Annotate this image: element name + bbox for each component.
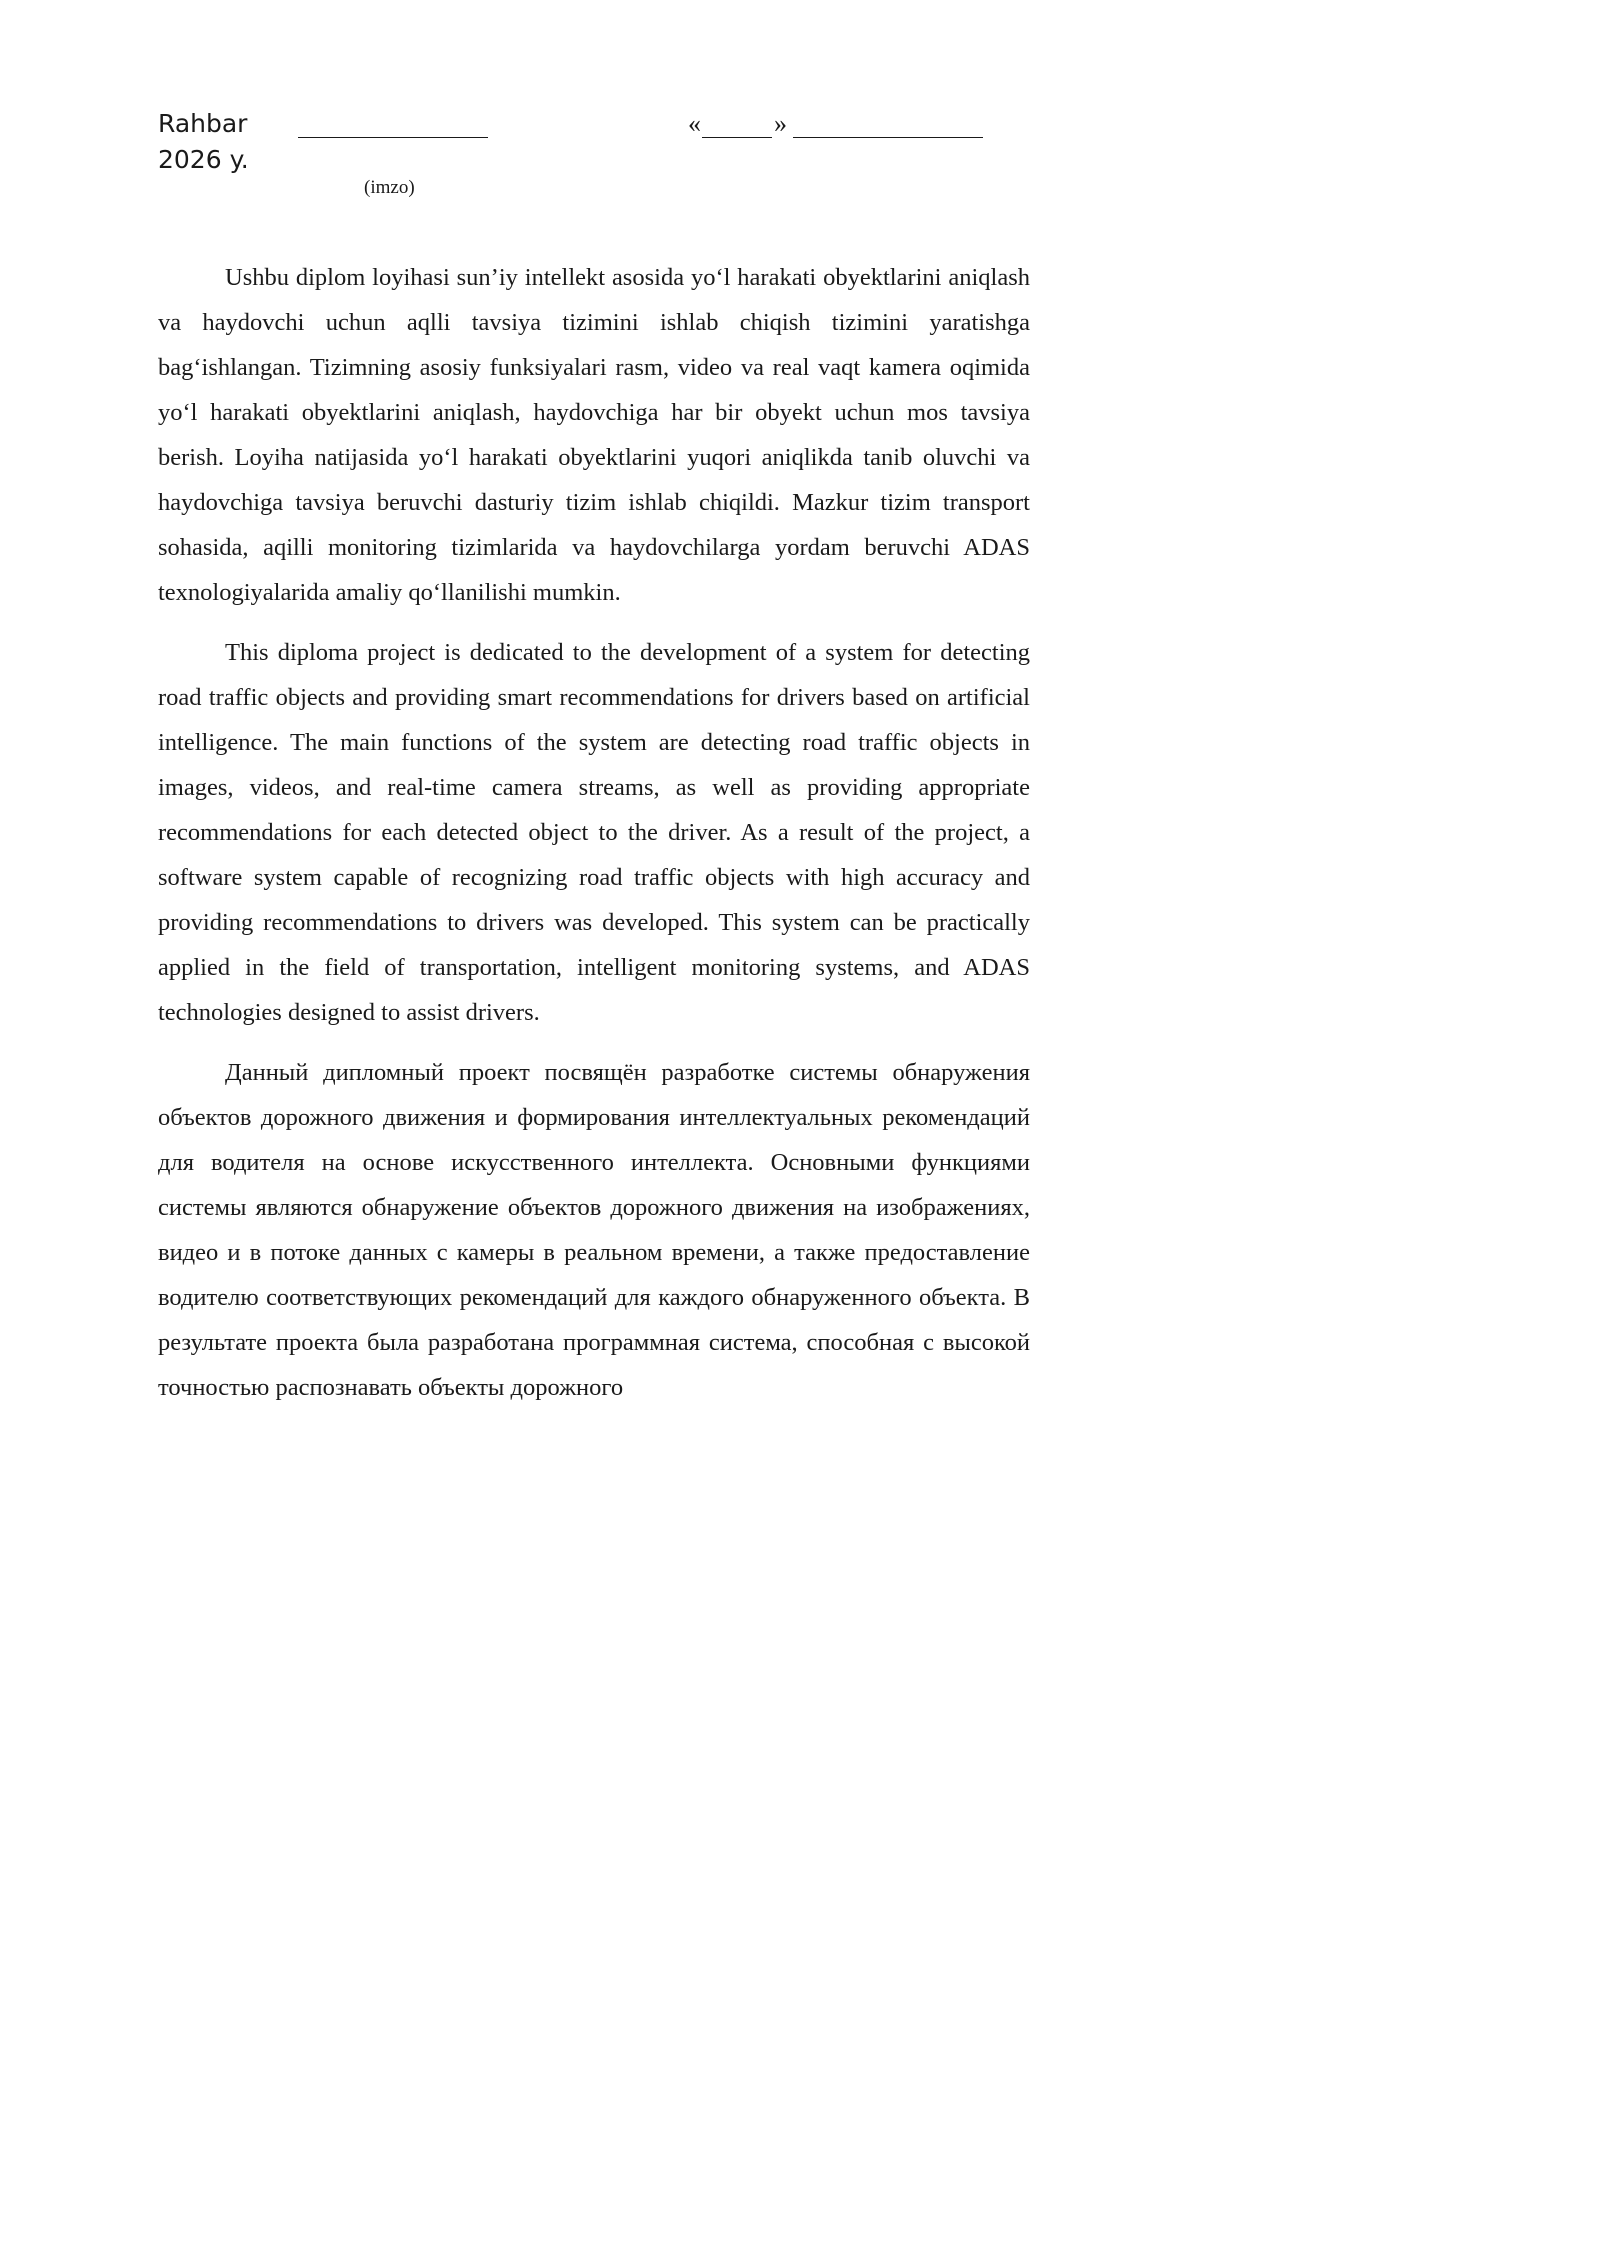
signature-header xyxy=(158,106,1030,216)
supervisor-label: Rahbar xyxy=(158,109,248,138)
day-blank-line xyxy=(702,137,772,138)
signature-line xyxy=(298,137,488,138)
abstract-paragraph-english: This diploma project is dedicated to the development of a system for detecting road traffic objects and providing smart recommendations for drivers based on artificial intelligence. The main functions of the system are detecting road traffic objects in images, videos, and real-time camera streams, as well as providing appropriate recommendations for each detected object to the driver. As a result of the project, a software system capable of recognizing road traffic objects with high accuracy and providing recommendations to drivers was developed. This system can be practically applied in the field of transportation, intelligent monitoring systems, and ADAS technologies designed to assist drivers. xyxy=(158,639,1030,1026)
abstract-paragraph-russian: Данный дипломный проект посвящён разработке системы обнаружения объектов дорожного движения и формирования интеллектуальных рекомендаций для водителя на основе искусственного интеллекта. Основными функциями системы являются обнаружение объектов дорожного движения на изображениях, видео и в потоке данных с камеры в реальном времени, а также предоставление водителю соответствующих рекомендаций для каждого обнаруженного объекта. В результате проекта была разработана программная система, способная с высокой точностью распознавать объекты дорожного xyxy=(158,1059,1030,1401)
date-field xyxy=(688,106,1030,142)
document-page xyxy=(0,0,1104,1562)
month-blank-line xyxy=(793,137,983,138)
abstract-paragraph-uzbek: Ushbu diplom loyihasi sun’iy intellekt asosida yo‘l harakati obyektlarini aniqlash va haydovchi uchun aqlli tavsiya tizimini ishlab chiqish tizimini yaratishga bag‘ishlangan. Tizimning asosiy funksiyalari rasm, video va real vaqt kamera oqimida yo‘l harakati obyektlarini aniqlash, haydovchiga har bir obyekt uchun mos tavsiya berish. Loyiha natijasida yo‘l harakati obyektlarini yuqori aniqlikda tanib oluvchi va haydovchiga tavsiya beruvchi dasturiy tizim ishlab chiqildi. Mazkur tizim transport sohasida, aqilli monitoring tizimlarida va haydovchilarga yordam beruvchi ADAS texnologiyalarida amaliy qo‘llanilishi mumkin. xyxy=(158,264,1030,606)
year-label: 2026 y. xyxy=(158,145,249,174)
abstract-body xyxy=(158,255,1030,1415)
date-quote-close: » xyxy=(774,109,787,138)
date-quote-open: « xyxy=(688,109,701,138)
signature-caption: (imzo) xyxy=(364,177,415,198)
